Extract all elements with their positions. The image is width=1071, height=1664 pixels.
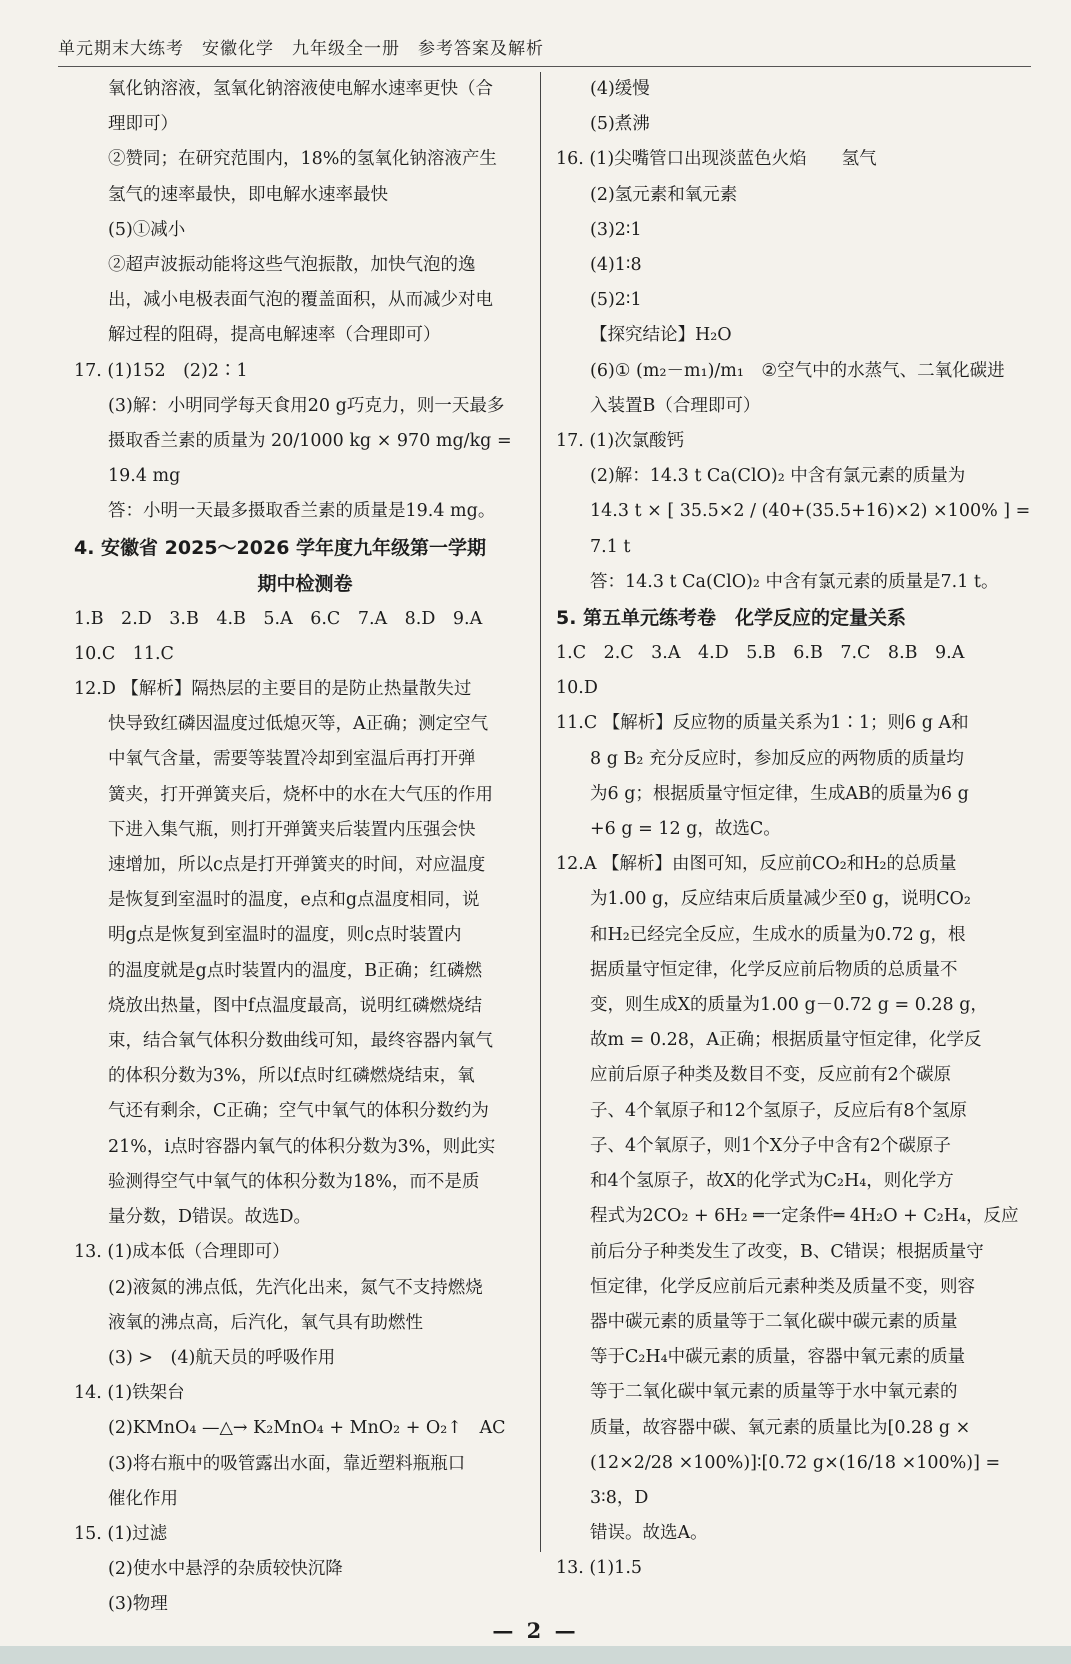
question-line: 1.C 2.C 3.A 4.D 5.B 6.B 7.C 8.B 9.A <box>556 643 965 664</box>
answer-line: 14.3 t × [ 35.5×2 / (40+(35.5+16)×2) ×100% ] = 7.1 t <box>590 501 1036 557</box>
answer-line: 的温度就是g点时装置内的温度，B正确；红磷燃 <box>108 960 483 981</box>
answer-line: 量分数，D错误。故选D。 <box>108 1207 312 1228</box>
answer-line: 【探究结论】H₂O <box>590 325 732 346</box>
question-line: 13. (1)1.5 <box>556 1558 643 1579</box>
answer-line: 的体积分数为3%，所以f点时红磷燃烧结束，氧 <box>108 1066 475 1087</box>
answer-line: 答：小明一天最多摄取香兰素的质量是19.4 mg。 <box>108 501 496 522</box>
answer-line: 氧化钠溶液，氢氧化钠溶液使电解水速率更快（合 <box>108 79 493 99</box>
answer-line: 束，结合氧气体积分数曲线可知，最终容器内氧气 <box>108 1031 493 1052</box>
answer-line: (6)① (m₂－m₁)/m₁ ②空气中的水蒸气、二氧化碳进 <box>590 360 1005 381</box>
question-line: 15. (1)过滤 <box>74 1523 168 1544</box>
answer-line: 出，减小电极表面气泡的覆盖面积，从而减少对电 <box>108 290 493 311</box>
answer-line: (3)解：小明同学每天食用20 g巧克力，则一天最多 <box>108 395 505 416</box>
question-line: 16. (1)尖嘴管口出现淡蓝色火焰 氢气 <box>556 149 877 170</box>
answer-line: 8 g B₂ 充分反应时，参加反应的两物质的质量均 <box>590 748 964 769</box>
answer-line: ②赞同；在研究范围内，18%的氢氧化钠溶液产生 <box>108 149 497 170</box>
answer-line: 簧夹，打开弹簧夹后，烧杯中的水在大气压的作用 <box>108 784 493 805</box>
answer-line: 摄取香兰素的质量为 20/1000 kg × 970 mg/kg = 19.4 mg <box>108 431 518 487</box>
answer-line: (2)氢元素和氧元素 <box>590 184 738 205</box>
answer-line: 催化作用 <box>108 1488 178 1509</box>
header-rule <box>58 66 1031 67</box>
answer-line: 前后分子种类发生了改变，B、C错误；根据质量守 <box>590 1241 984 1262</box>
answer-line: 变，则生成X的质量为1.00 g－0.72 g = 0.28 g， <box>590 995 988 1016</box>
answer-line: 下进入集气瓶，则打开弹簧夹后装置内压强会快 <box>108 819 476 840</box>
column-divider <box>540 72 541 1552</box>
answer-line: 子、4个氧原子，则1个X分子中含有2个碳原子 <box>590 1135 951 1156</box>
answer-line: 解过程的阻碍，提高电解速率（合理即可） <box>108 325 441 346</box>
answer-line: 入装置B（合理即可） <box>590 395 761 416</box>
answer-line: 速增加，所以c点是打开弹簧夹的时间，对应温度 <box>108 855 486 876</box>
answer-line: 程式为2CO₂ + 6H₂ ═一定条件═ 4H₂O + C₂H₄，反应 <box>590 1206 1019 1227</box>
answer-line: 21%，i点时容器内氧气的体积分数为3%，则此实 <box>108 1136 496 1157</box>
answer-line: 气还有剩余，C正确；空气中氧气的体积分数约为 <box>108 1101 489 1122</box>
section-heading: 期中检测卷 <box>257 572 353 595</box>
answer-line: 恒定律，化学反应前后元素种类及质量不变，则容 <box>590 1276 975 1297</box>
question-line: 14. (1)铁架台 <box>74 1383 185 1404</box>
answer-line: (5)①减小 <box>108 219 186 240</box>
left-column <box>74 72 536 1623</box>
answer-line: 明g点是恢复到室温时的温度，则c点时装置内 <box>108 925 462 946</box>
question-line: 10.D <box>556 678 598 699</box>
page-number: — 2 — <box>492 1618 579 1643</box>
answer-line: (2)KMnO₄ —△→ K₂MnO₄ + MnO₂ + O₂↑ AC <box>108 1418 506 1439</box>
answer-line: 验测得空气中氧气的体积分数为18%，而不是质 <box>108 1171 480 1192</box>
answer-line: 氢气的速率最快，即电解水速率最快 <box>108 184 388 205</box>
answer-line: 答：14.3 t Ca(ClO)₂ 中含有氯元素的质量是7.1 t。 <box>590 571 999 592</box>
right-column <box>556 72 1036 1587</box>
question-line: 13. (1)成本低（合理即可） <box>74 1242 290 1263</box>
answer-line: 故m = 0.28，A正确；根据质量守恒定律，化学反 <box>590 1030 982 1051</box>
question-line: 12.D 【解析】隔热层的主要目的是防止热量散失过 <box>74 679 472 700</box>
answer-line: ②超声波振动能将这些气泡振散，加快气泡的逸 <box>108 255 476 276</box>
answer-line: (4)缓慢 <box>590 79 650 99</box>
question-line: 12.A 【解析】由图可知，反应前CO₂和H₂的总质量 <box>556 854 957 875</box>
section-heading: 5. 第五单元练考卷 化学反应的定量关系 <box>556 607 907 630</box>
answer-line: (3) > (4)航天员的呼吸作用 <box>108 1347 336 1368</box>
answer-line: 等于二氧化碳中氧元素的质量等于水中氧元素的 <box>590 1382 958 1403</box>
answer-line: (3)将右瓶中的吸管露出水面，靠近塑料瓶瓶口 <box>108 1453 466 1474</box>
answer-line: (4)1∶8 <box>590 255 642 276</box>
answer-line: 等于C₂H₄中碳元素的质量，容器中氧元素的质量 <box>590 1347 966 1368</box>
answer-line: (12×2/28 ×100%)]∶[0.72 g×(16/18 ×100%)] = 3∶8，D <box>590 1452 1006 1508</box>
answer-line: 质量，故容器中碳、氧元素的质量比为[0.28 g × <box>590 1417 971 1438</box>
answer-line: 错误。故选A。 <box>590 1523 708 1544</box>
running-header: 单元期末大练考 安徽化学 九年级全一册 参考答案及解析 <box>58 39 544 59</box>
answer-line: 和4个氢原子，故X的化学式为C₂H₄，则化学方 <box>590 1171 954 1192</box>
question-line: 17. (1)152 (2)2∶1 <box>74 360 248 381</box>
answer-line: 中氧气含量，需要等装置冷却到室温后再打开弹 <box>108 749 476 770</box>
answer-line: (5)2∶1 <box>590 290 642 311</box>
answer-line: (2)解：14.3 t Ca(ClO)₂ 中含有氯元素的质量为 <box>590 466 966 487</box>
answer-line: (3)2∶1 <box>590 219 642 240</box>
question-line: 1.B 2.D 3.B 4.B 5.A 6.C 7.A 8.D 9.A <box>74 608 483 629</box>
answer-line: 理即可） <box>108 114 178 135</box>
answer-line: 液氧的沸点高，后汽化，氧气具有助燃性 <box>108 1312 423 1333</box>
bottom-strip <box>0 1646 1071 1664</box>
answer-line: (2)液氮的沸点低，先汽化出来，氮气不支持燃烧 <box>108 1277 483 1298</box>
answer-line: 烧放出热量，图中f点温度最高，说明红磷燃烧结 <box>108 995 482 1016</box>
answer-line: 器中碳元素的质量等于二氧化碳中碳元素的质量 <box>590 1311 958 1332</box>
answer-line: 应前后原子种类及数目不变，反应前有2个碳原 <box>590 1065 952 1086</box>
answer-line: 是恢复到室温时的温度，e点和g点温度相同，说 <box>108 890 480 911</box>
answer-line: 快导致红磷因温度过低熄灭等，A正确；测定空气 <box>108 714 489 735</box>
section-heading: 4. 安徽省 2025～2026 学年度九年级第一学期 <box>74 536 487 559</box>
answer-line: 和H₂已经完全反应，生成水的质量为0.72 g，根 <box>590 924 966 945</box>
answer-line: +6 g = 12 g，故选C。 <box>590 819 781 840</box>
answer-line: 为1.00 g，反应结束后质量减少至0 g，说明CO₂ <box>590 889 971 910</box>
question-line: 17. (1)次氯酸钙 <box>556 431 685 452</box>
question-line: 11.C 【解析】反应物的质量关系为1∶1；则6 g A和 <box>556 713 969 734</box>
answer-line: 为6 g；根据质量守恒定律，生成AB的质量为6 g <box>590 783 969 804</box>
answer-line: 子、4个氧原子和12个氢原子，反应后有8个氢原 <box>590 1100 968 1121</box>
answer-line: (2)使水中悬浮的杂质较快沉降 <box>108 1559 343 1580</box>
answer-line: (3)物理 <box>108 1594 168 1615</box>
answer-line: (5)煮沸 <box>590 114 650 135</box>
answer-line: 据质量守恒定律，化学反应前后物质的总质量不 <box>590 959 958 980</box>
question-line: 10.C 11.C <box>74 643 174 664</box>
